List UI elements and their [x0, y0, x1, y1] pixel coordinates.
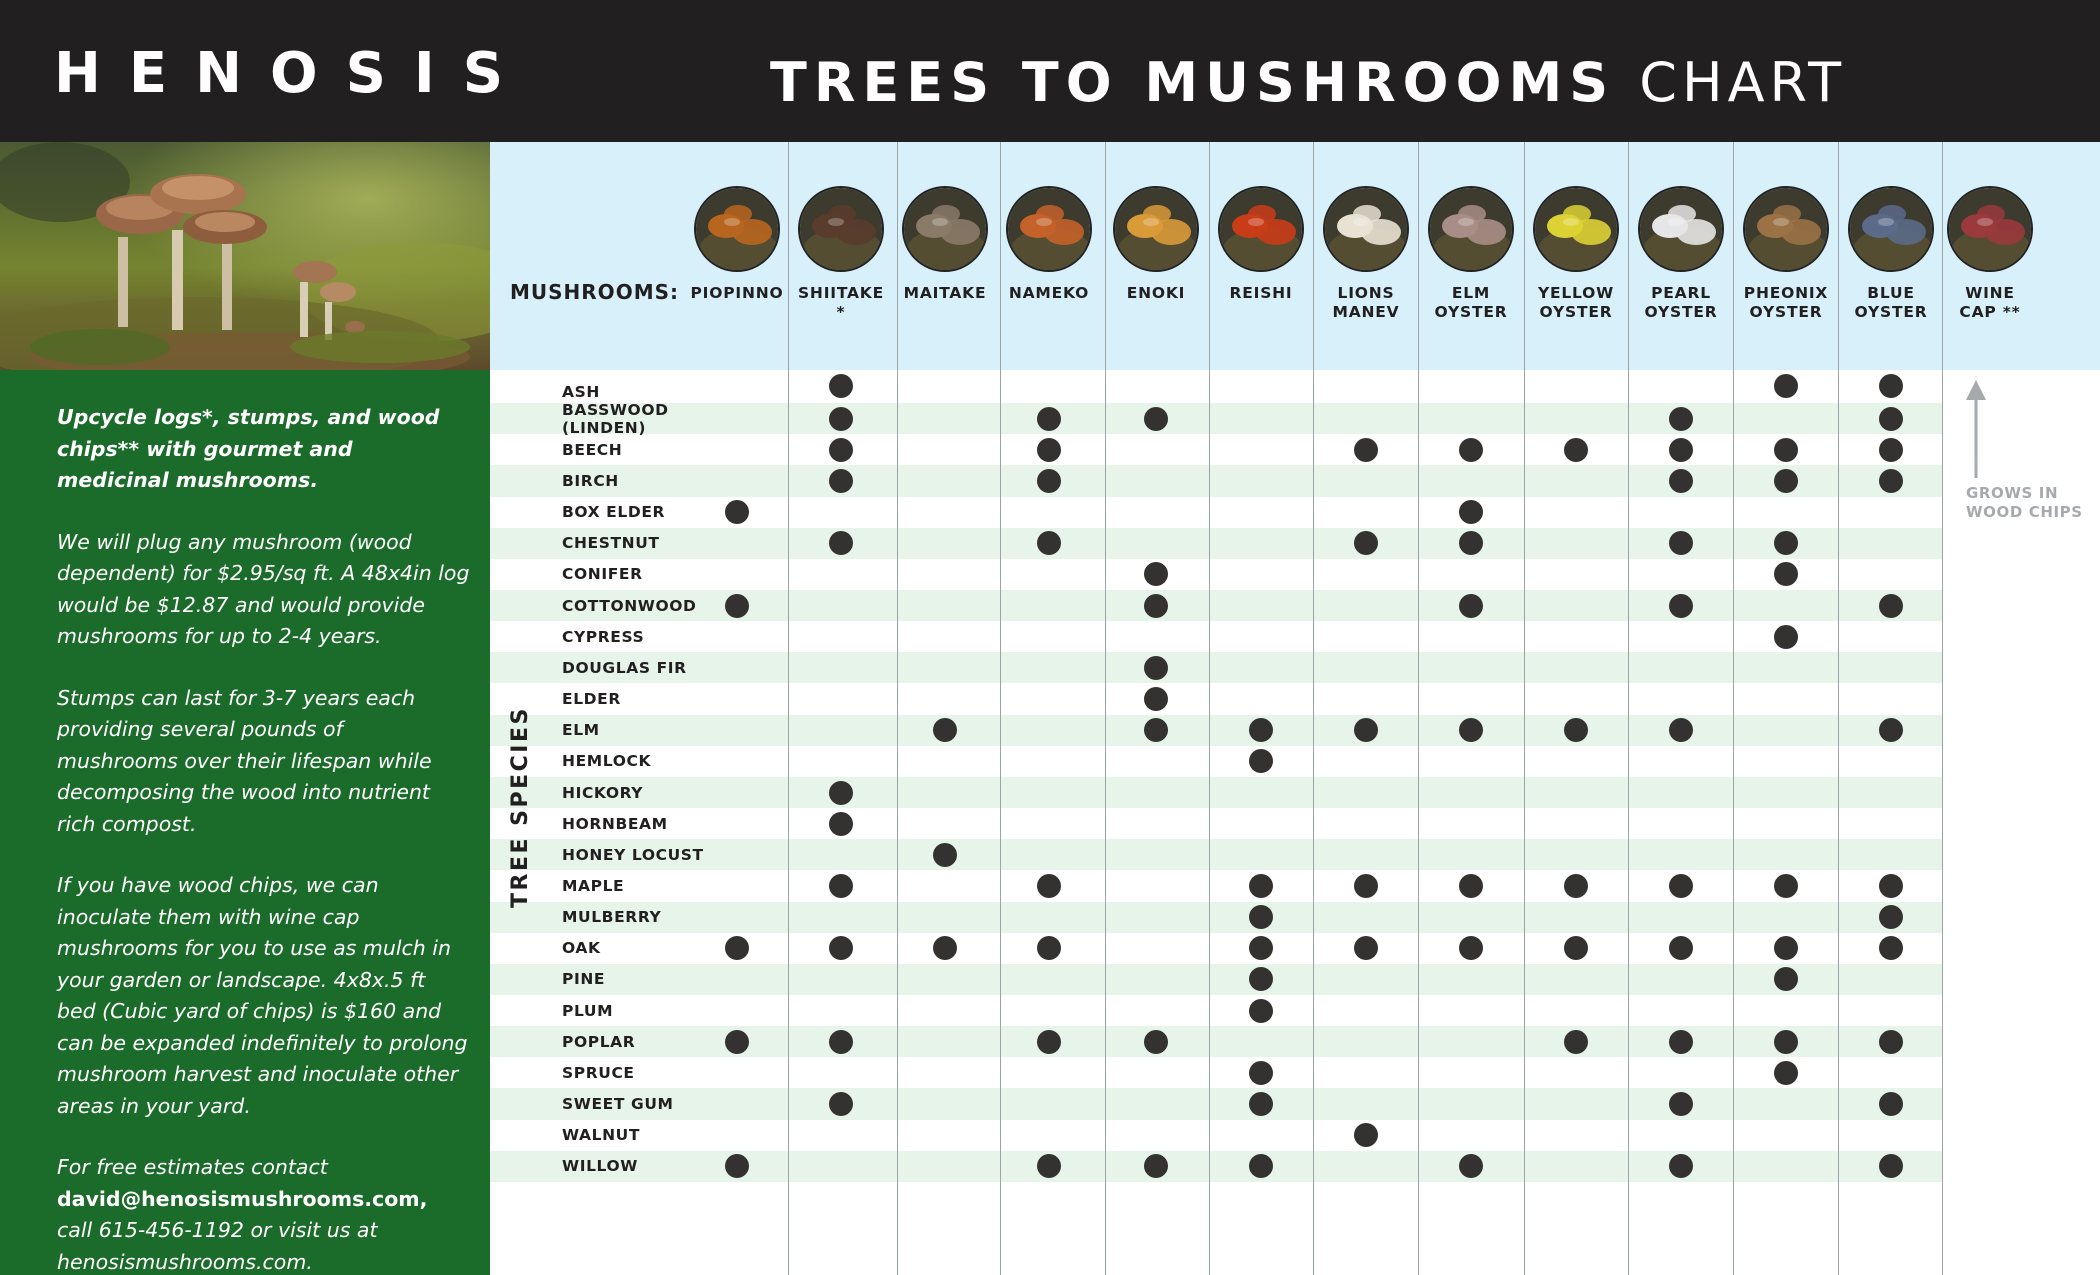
compatibility-dot [1037, 874, 1061, 898]
mushroom-name: ENOKI [1126, 284, 1186, 302]
up-arrow-icon [1964, 380, 1988, 480]
nameko-mushroom-icon [1006, 186, 1092, 272]
compatibility-dot [1879, 594, 1903, 618]
compatibility-dot [1564, 874, 1588, 898]
compatibility-dot [1774, 874, 1798, 898]
tree-species-name: BIRCH [562, 472, 619, 491]
table-row [490, 933, 1942, 964]
compatibility-dot [1249, 905, 1273, 929]
column-divider [788, 142, 789, 1275]
compatibility-dot [829, 1030, 853, 1054]
mushroom-name: SHIITAKE * [797, 284, 885, 321]
table-row [490, 715, 1942, 746]
mushroom-column-header [1841, 186, 1941, 322]
compatibility-dot [1774, 625, 1798, 649]
compatibility-dot [933, 843, 957, 867]
compatibility-dot [1249, 1061, 1273, 1085]
compatibility-dot [1879, 905, 1903, 929]
compatibility-dot [1774, 438, 1798, 462]
compatibility-dot [1354, 1123, 1378, 1147]
column-divider [1418, 142, 1419, 1275]
maitake-mushroom-icon [902, 186, 988, 272]
contact-phone: call 615-456-1192 or visit us at [57, 1218, 378, 1242]
tree-species-name: PLUM [562, 1001, 614, 1020]
table-row [490, 590, 1942, 621]
tree-species-name: ELDER [562, 690, 621, 709]
contact-website-link[interactable]: henosismushrooms.com. [57, 1249, 313, 1274]
tree-species-name: HONEY LOCUST [562, 845, 704, 864]
table-row [490, 372, 1942, 403]
column-divider [1733, 142, 1734, 1275]
mushroom-column-header [1106, 186, 1206, 303]
compatibility-dot [1459, 438, 1483, 462]
column-divider [1838, 142, 1839, 1275]
table-row [490, 621, 1942, 652]
tree-species-name: COTTONWOOD [562, 596, 697, 615]
table-row [490, 1151, 1942, 1182]
grows-in-wood-chips-label: GROWS IN WOOD CHIPS [1966, 484, 2083, 521]
tree-species-name: BEECH [562, 440, 623, 459]
mushroom-column-header [1736, 186, 1836, 322]
compatibility-dot [1879, 1030, 1903, 1054]
mushroom-name: NAMEKO [1008, 284, 1090, 302]
table-row [490, 403, 1942, 434]
enoki-mushroom-icon [1113, 186, 1199, 272]
sidebar-chips-paragraph: If you have wood chips, we can inoculate them with wine cap mushrooms for you to use as mulch in your garden or landscape. 4x8x.5 ft bed (Cubic yard of chips) is $160 and can be expanded indefinitely to prolong mushroom harvest and inoculate other areas in your yard. [57, 873, 468, 1118]
mushroom-name: WINE CAP ** [1959, 284, 2021, 321]
mushroom-column-header [1526, 186, 1626, 322]
compatibility-dot [1669, 438, 1693, 462]
tree-species-name: POPLAR [562, 1032, 636, 1051]
pearl-oyster-mushroom-icon [1638, 186, 1724, 272]
table-row [490, 559, 1942, 590]
tree-species-name: PINE [562, 970, 606, 989]
tree-species-name: HICKORY [562, 783, 644, 802]
sidebar-stumps-paragraph: Stumps can last for 3-7 years each providing several pounds of mushrooms over their lifespan while decomposing the wood into nutrient rich compost. [57, 685, 432, 836]
tree-species-name: BASSWOOD (LINDEN) [562, 400, 669, 437]
blue-oyster-mushroom-icon [1848, 186, 1934, 272]
compatibility-dot [1144, 687, 1168, 711]
mushroom-name: MAITAKE [903, 284, 987, 302]
column-divider [1524, 142, 1525, 1275]
compatibility-dot [1774, 1061, 1798, 1085]
table-row [490, 808, 1942, 839]
table-row [490, 528, 1942, 559]
contact-email-link[interactable]: david@henosismushrooms.com, [57, 1186, 428, 1211]
henosis-logo: HENOSIS [54, 41, 532, 106]
compatibility-dot [1669, 1092, 1693, 1116]
table-row [490, 777, 1942, 808]
mushroom-name: PEARL OYSTER [1644, 284, 1718, 321]
wine-cap-mushroom-icon [1947, 186, 2033, 272]
compatibility-dot [829, 374, 853, 398]
compatibility-dot [829, 469, 853, 493]
compatibility-dot [1037, 469, 1061, 493]
compatibility-dot [1564, 438, 1588, 462]
mushroom-column-header [999, 186, 1099, 303]
compatibility-dot [1037, 438, 1061, 462]
mushroom-column-header [1631, 186, 1731, 322]
tree-species-label: TREE SPECIES [508, 706, 533, 908]
mushroom-column-header [1316, 186, 1416, 322]
piopinno-mushroom-icon [694, 186, 780, 272]
table-row [490, 902, 1942, 933]
table-row [490, 465, 1942, 496]
compatibility-dot [829, 1092, 853, 1116]
compatibility-dot [1144, 656, 1168, 680]
pairing-grid [490, 370, 1942, 1275]
mushroom-column-header [1421, 186, 1521, 322]
table-row [490, 1088, 1942, 1119]
tree-species-name: DOUGLAS FIR [562, 658, 687, 677]
mushroom-photo [0, 142, 490, 370]
tree-species-name: BOX ELDER [562, 503, 666, 522]
tree-species-name: SWEET GUM [562, 1095, 674, 1114]
compatibility-dot [1774, 374, 1798, 398]
tree-species-name: ELM [562, 721, 600, 740]
compatibility-dot [1249, 874, 1273, 898]
table-row [490, 684, 1942, 715]
compatibility-dot [829, 781, 853, 805]
table-row [490, 964, 1942, 995]
mushrooms-label: MUSHROOMS: [510, 280, 679, 304]
compatibility-dot [1669, 469, 1693, 493]
compatibility-dot [829, 812, 853, 836]
column-divider [1942, 142, 1943, 1275]
compatibility-dot [1037, 407, 1061, 431]
compatibility-dot [1669, 407, 1693, 431]
compatibility-dot [1879, 469, 1903, 493]
compatibility-dot [1037, 1030, 1061, 1054]
compatibility-dot [1459, 594, 1483, 618]
tree-species-name: SPRUCE [562, 1063, 635, 1082]
phoenix-oyster-mushroom-icon [1743, 186, 1829, 272]
tree-species-name: HORNBEAM [562, 814, 668, 833]
compatibility-dot [725, 594, 749, 618]
tree-species-name: WALNUT [562, 1126, 641, 1145]
mushroom-column-header [1211, 186, 1311, 303]
column-divider [897, 142, 898, 1275]
tree-species-name: CONIFER [562, 565, 643, 584]
compatibility-dot [1774, 469, 1798, 493]
compatibility-dot [1879, 438, 1903, 462]
table-row [490, 497, 1942, 528]
compatibility-dot [1354, 874, 1378, 898]
compatibility-dot [1669, 594, 1693, 618]
mushroom-column-header [895, 186, 995, 303]
table-row [490, 652, 1942, 683]
mushroom-name: BLUE OYSTER [1854, 284, 1928, 321]
compatibility-dot [1459, 500, 1483, 524]
compatibility-dot [1879, 407, 1903, 431]
compatibility-dot [1354, 438, 1378, 462]
page-header [0, 0, 2100, 142]
mushroom-name: REISHI [1229, 284, 1293, 302]
tree-species-name: HEMLOCK [562, 752, 652, 771]
sidebar-intro: Upcycle logs*, stumps, and wood chips** with gourmet and medicinal mushrooms. [57, 405, 440, 492]
chart-title-bold: TREES TO MUSHROOMS [770, 51, 1616, 114]
tree-species-name: MAPLE [562, 876, 625, 895]
compatibility-dot [1144, 407, 1168, 431]
tree-species-name: CHESTNUT [562, 534, 660, 553]
compatibility-dot [1144, 1030, 1168, 1054]
compatibility-dot [1669, 874, 1693, 898]
tree-species-name: OAK [562, 939, 601, 958]
yellow-oyster-mushroom-icon [1533, 186, 1619, 272]
column-divider [1105, 142, 1106, 1275]
table-row [490, 746, 1942, 777]
compatibility-dot [1774, 1030, 1798, 1054]
tree-species-name: MULBERRY [562, 908, 662, 927]
compatibility-dot [1669, 1030, 1693, 1054]
table-row [490, 870, 1942, 901]
compatibility-dot [829, 874, 853, 898]
mushroom-column-header [687, 186, 787, 303]
compatibility-dot [1879, 374, 1903, 398]
mushroom-name: YELLOW OYSTER [1537, 284, 1615, 321]
compatibility-dot [1879, 1092, 1903, 1116]
chart-title-light: CHART [1639, 51, 1847, 114]
chart-title [770, 52, 1846, 114]
tree-species-name: CYPRESS [562, 627, 645, 646]
table-row [490, 995, 1942, 1026]
compatibility-dot [829, 407, 853, 431]
contact-prefix: For free estimates contact [57, 1155, 328, 1179]
elm-oyster-mushroom-icon [1428, 186, 1514, 272]
mushroom-name: ELM OYSTER [1434, 284, 1508, 321]
sidebar-contact [57, 1152, 470, 1275]
compatibility-dot [1879, 874, 1903, 898]
column-divider [1313, 142, 1314, 1275]
table-row [490, 839, 1942, 870]
mushroom-column-header [791, 186, 891, 322]
table-row [490, 434, 1942, 465]
column-divider [1209, 142, 1210, 1275]
tree-species-name: WILLOW [562, 1157, 638, 1176]
lions-mane-mushroom-icon [1323, 186, 1409, 272]
mushroom-name: PHEONIX OYSTER [1743, 284, 1829, 321]
mushroom-column-header [1940, 186, 2040, 322]
compatibility-dot [725, 1030, 749, 1054]
table-row [490, 1120, 1942, 1151]
compatibility-dot [1249, 1092, 1273, 1116]
shiitake-mushroom-icon [798, 186, 884, 272]
mushroom-name: LIONS MANEV [1332, 284, 1400, 321]
compatibility-dot [1144, 594, 1168, 618]
column-divider [1000, 142, 1001, 1275]
mushroom-name: PIOPINNO [690, 284, 784, 302]
compatibility-dot [1564, 1030, 1588, 1054]
compatibility-dot [1249, 999, 1273, 1023]
info-sidebar [0, 370, 490, 1275]
table-row [490, 1057, 1942, 1088]
compatibility-dot [829, 438, 853, 462]
compatibility-dot [725, 500, 749, 524]
table-row [490, 1026, 1942, 1057]
column-divider [1628, 142, 1629, 1275]
tree-species-name: ASH [562, 382, 600, 401]
compatibility-dot [1459, 874, 1483, 898]
sidebar-logs-paragraph: We will plug any mushroom (wood dependent) for $2.95/sq ft. A 48x4in log would be $12.87 and would provide mushrooms for up to 2-4 years. [57, 529, 470, 648]
reishi-mushroom-icon [1218, 186, 1304, 272]
